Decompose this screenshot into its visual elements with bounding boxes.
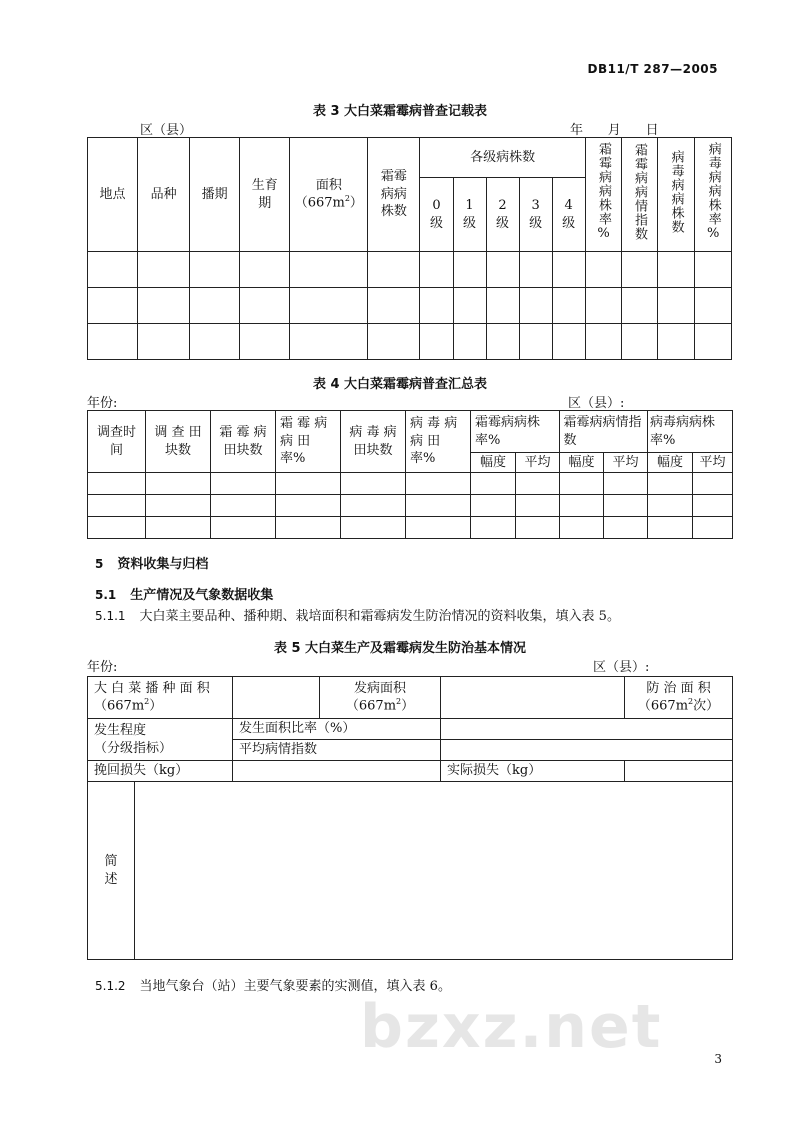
table5 [87, 676, 733, 960]
t3-header-downy-plants [368, 138, 420, 252]
table5-title: 表 5 大白菜生产及霜霉病发生防治基本情况 [273, 641, 527, 656]
t5-area-ratio-value [441, 719, 733, 740]
table5-district: 区（县）: [593, 660, 650, 675]
t3-grade-0: 0级 [420, 178, 453, 252]
t5-recovered-loss-value [233, 761, 441, 782]
table4-district: 区（县）: [568, 396, 625, 411]
table3-row [88, 288, 732, 324]
t5-recovered-loss: 挽回损失（kg） [88, 761, 233, 782]
table4-year: 年份: [87, 396, 118, 411]
t4-header-virus-fields: 病 毒 病田块数 [341, 411, 406, 473]
t4-avg-2: 平均 [604, 453, 648, 473]
document-code: DB11/T 287—2005 [587, 62, 718, 76]
t4-header-virus-plant-rate: 病毒病病株率% [648, 411, 733, 453]
t3-header-area [290, 138, 368, 252]
t3-downy-plants-text: 霜霉病病株数 [380, 169, 407, 220]
t4-range-1: 幅度 [471, 453, 516, 473]
t5-actual-loss-value [625, 761, 733, 782]
t4-header-virus-field-rate: 病 毒 病病 田 率% [406, 411, 471, 473]
t4-range-2: 幅度 [560, 453, 604, 473]
t5-sowing-area: 大 白 菜 播 种 面 积 $(667m^2)$ [88, 677, 233, 719]
t4-header-downy-index: 霜霉病病情指数 [560, 411, 648, 453]
t3-growth-stage-text: 生育期 [251, 177, 278, 211]
t3-header-variety: 品种 [138, 138, 190, 252]
t4-header-downy-field-rate: 霜 霉 病病 田 率% [276, 411, 341, 473]
t4-header-downy-fields: 霜 霉 病田块数 [211, 411, 276, 473]
table3-row [88, 252, 732, 288]
section5-heading: 5 资料收集与归档 [95, 557, 209, 572]
t5-sowing-area-value [233, 677, 320, 719]
table4-row [88, 517, 733, 539]
t3-area-unit: $(667m^2)$ [294, 194, 363, 211]
t5-avg-index: 平均病情指数 [233, 740, 441, 761]
section512-text: 5.1.2 当地气象台（站）主要气象要素的实测值，填入表 6。 [95, 979, 451, 994]
t3-grade-3: 3级 [519, 178, 552, 252]
t3-header-growth-stage [240, 138, 290, 252]
t3-header-grade-group: 各级病株数 [420, 138, 585, 178]
t4-header-survey-time: 调查时间 [88, 411, 146, 473]
table3-district: 区（县） [140, 123, 193, 138]
t5-severity: 发生程度 （分级指标） [88, 719, 233, 761]
t5-summary-area [135, 782, 733, 960]
table4-row [88, 495, 733, 517]
t5-disease-area-value [441, 677, 625, 719]
t5-disease-area: 发病面积 $(667m^2)$ [320, 677, 441, 719]
t3-header-virus-rate [694, 138, 731, 252]
table5-year: 年份: [87, 660, 118, 675]
t4-header-downy-plant-rate: 霜霉病病株率% [471, 411, 560, 453]
t3-header-sowing: 播期 [190, 138, 240, 252]
t5-summary-label: 简述 [88, 782, 135, 960]
t3-virus-plants-text: 病毒病病株数 [668, 149, 684, 234]
t3-virus-rate-text: 病毒病病株率% [705, 141, 721, 242]
t3-header-virus-plants [657, 138, 694, 252]
section51-heading: 5.1 生产情况及气象数据收集 [95, 588, 274, 603]
table4 [87, 410, 733, 539]
page-number: 3 [714, 1052, 722, 1066]
table3 [87, 137, 732, 360]
t3-grade-4: 4级 [552, 178, 585, 252]
t3-downy-index-text: 霜霉病病情指数 [632, 142, 648, 241]
t3-header-downy-rate [585, 138, 621, 252]
t3-grade-1: 1级 [453, 178, 486, 252]
t3-area-label: 面积 [315, 177, 342, 193]
table3-date: 年 月 日 [570, 123, 659, 138]
watermark: bzxz.net [360, 992, 663, 1062]
t5-control-area: 防 治 面 积 （$667m^2$次） [625, 677, 733, 719]
t5-actual-loss: 实际损失（kg） [441, 761, 625, 782]
t5-avg-index-value [441, 740, 733, 761]
t4-avg-3: 平均 [693, 453, 733, 473]
table3-row [88, 324, 732, 360]
t3-grade-2: 2级 [486, 178, 519, 252]
t3-downy-rate-text: 霜霉病病株率% [596, 141, 611, 242]
table4-title: 表 4 大白菜霜霉病普查汇总表 [312, 377, 488, 392]
t3-header-location: 地点 [88, 138, 138, 252]
table4-row [88, 473, 733, 495]
t4-header-survey-fields: 调 查 田块数 [146, 411, 211, 473]
t4-range-3: 幅度 [648, 453, 693, 473]
t4-avg-1: 平均 [516, 453, 560, 473]
section511-text: 5.1.1 大白菜主要品种、播种期、栽培面积和霜霉病发生防治情况的资料收集，填入表 5。 [95, 609, 620, 624]
table3-title: 表 3 大白菜霜霉病普查记载表 [312, 104, 488, 119]
t3-header-downy-index [621, 138, 657, 252]
t5-area-ratio: 发生面积比率（%） [233, 719, 441, 740]
